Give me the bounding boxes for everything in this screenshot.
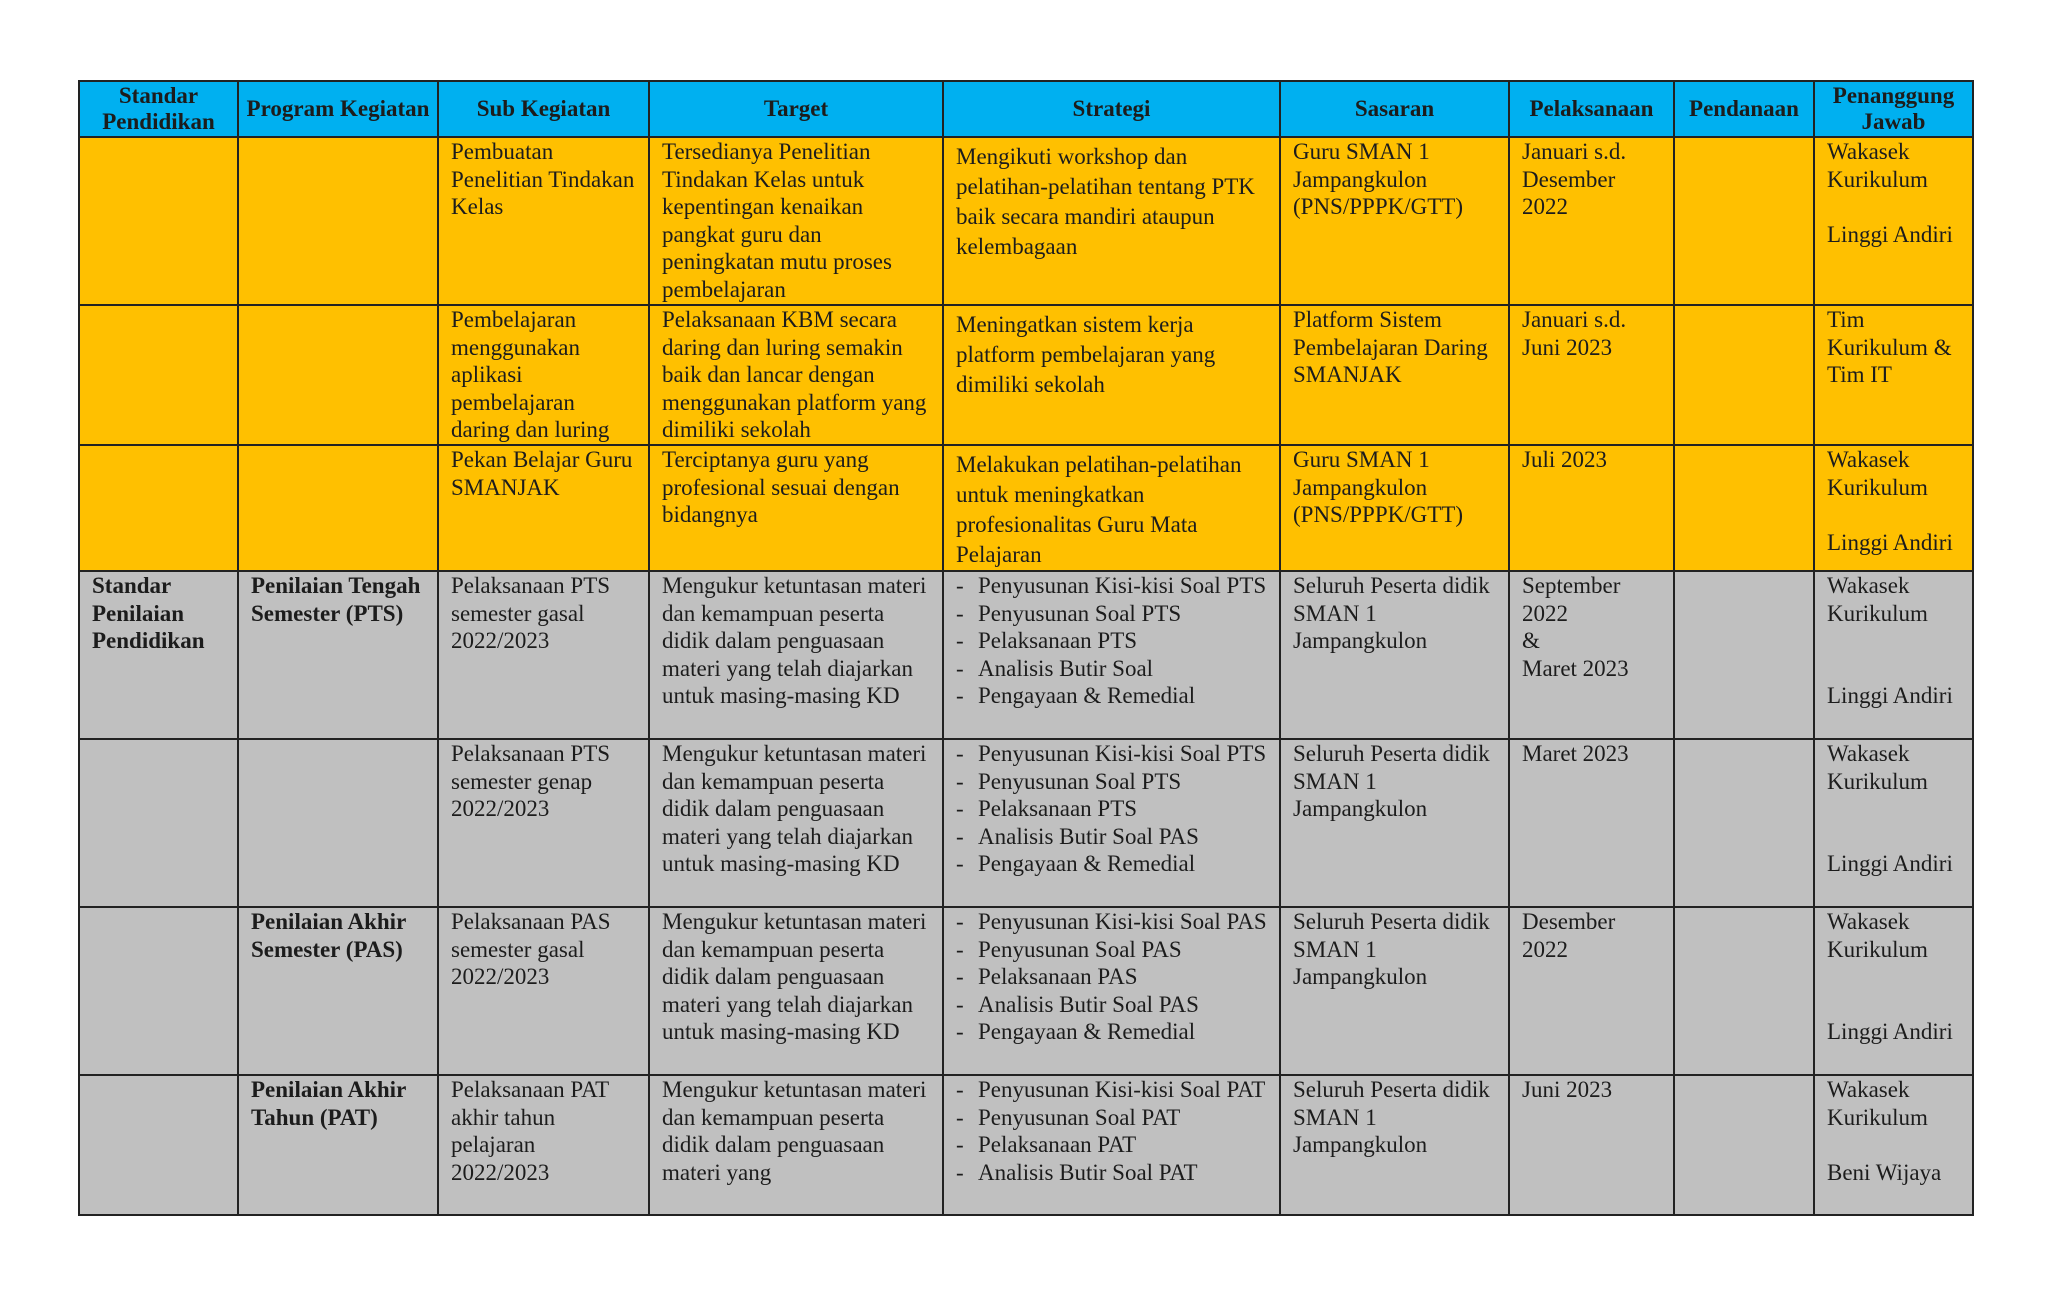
cell-pendanaan: [1674, 907, 1814, 1075]
cell-strategi: [943, 739, 1280, 907]
cell-standar: [79, 739, 238, 907]
cell-target: Terciptanya guru yang profesional sesuai dengan bidangnya: [649, 445, 943, 571]
list-item: - Analisis Butir Soal PAS: [956, 991, 1267, 1019]
header-penanggung-jawab: Penanggung Jawab: [1814, 81, 1973, 137]
cell-pendanaan: [1674, 739, 1814, 907]
strategy-list: [956, 908, 1267, 1046]
header-sub-kegiatan: Sub Kegiatan: [438, 81, 649, 137]
cell-penanggung-jawab: Wakasek Kurikulum Linggi Andiri: [1814, 907, 1973, 1075]
cell-target: Tersedianya Penelitian Tindakan Kelas untuk kepentingan kenaikan pangkat guru dan peningkatan mutu proses pembelajaran: [649, 137, 943, 305]
cell-sub-kegiatan: Pelaksanaan PAS semester gasal 2022/2023: [438, 907, 649, 1075]
list-item: - Penyusunan Soal PAT: [956, 1104, 1267, 1132]
cell-pendanaan: [1674, 571, 1814, 739]
cell-pelaksanaan: Juli 2023: [1509, 445, 1674, 571]
cell-pelaksanaan: Maret 2023: [1509, 739, 1674, 907]
header-pelaksanaan: Pelaksanaan: [1509, 81, 1674, 137]
cell-sasaran: Guru SMAN 1 Jampangkulon (PNS/PPPK/GTT): [1280, 137, 1509, 305]
cell-pendanaan: [1674, 305, 1814, 445]
cell-strategi: [943, 1075, 1280, 1215]
cell-sub-kegiatan: Pekan Belajar Guru SMANJAK: [438, 445, 649, 571]
strategy-list: [956, 1076, 1267, 1186]
strategy-list: [956, 572, 1267, 710]
cell-sub-kegiatan: Pelaksanaan PTS semester gasal 2022/2023: [438, 571, 649, 739]
table-row: [79, 1075, 1973, 1215]
header-program: Program Kegiatan: [238, 81, 438, 137]
cell-sasaran: Platform Sistem Pembelajaran Daring SMANJAK: [1280, 305, 1509, 445]
list-item: - Analisis Butir Soal: [956, 655, 1267, 683]
list-item: - Penyusunan Kisi-kisi Soal PTS: [956, 740, 1267, 768]
table-row: [79, 445, 1973, 571]
cell-pelaksanaan: Januari s.d. Juni 2023: [1509, 305, 1674, 445]
list-item: - Pengayaan & Remedial: [956, 850, 1267, 878]
list-item: - Pengayaan & Remedial: [956, 682, 1267, 710]
cell-strategi: Melakukan pelatihan-pelatihan untuk meningkatkan profesionalitas Guru Mata Pelajaran: [943, 445, 1280, 571]
table-row: [79, 137, 1973, 305]
cell-sub-kegiatan: Pelaksanaan PTS semester genap 2022/2023: [438, 739, 649, 907]
list-item: - Penyusunan Kisi-kisi Soal PAS: [956, 908, 1267, 936]
list-item: - Pelaksanaan PTS: [956, 795, 1267, 823]
cell-sub-kegiatan: Pembelajaran menggunakan aplikasi pembelajaran daring dan luring: [438, 305, 649, 445]
list-item: - Penyusunan Soal PTS: [956, 768, 1267, 796]
list-item: - Penyusunan Soal PTS: [956, 600, 1267, 628]
cell-pelaksanaan: Juni 2023: [1509, 1075, 1674, 1215]
list-item: - Pengayaan & Remedial: [956, 1018, 1267, 1046]
cell-strategi: Mengikuti workshop dan pelatihan-pelatihan tentang PTK baik secara mandiri ataupun kelembagaan: [943, 137, 1280, 305]
cell-sasaran: Seluruh Peserta didik SMAN 1 Jampangkulon: [1280, 1075, 1509, 1215]
cell-target: Pelaksanaan KBM secara daring dan luring semakin baik dan lancar dengan menggunakan platform yang dimiliki sekolah: [649, 305, 943, 445]
cell-penanggung-jawab: Wakasek Kurikulum Beni Wijaya: [1814, 1075, 1973, 1215]
cell-penanggung-jawab: Wakasek Kurikulum Linggi Andiri: [1814, 739, 1973, 907]
cell-sasaran: Seluruh Peserta didik SMAN 1 Jampangkulon: [1280, 571, 1509, 739]
strategy-list: [956, 740, 1267, 878]
table-row: [79, 305, 1973, 445]
header-sasaran: Sasaran: [1280, 81, 1509, 137]
list-item: - Analisis Butir Soal PAS: [956, 823, 1267, 851]
cell-standar: [79, 305, 238, 445]
cell-standar: [79, 907, 238, 1075]
cell-program: [238, 305, 438, 445]
header-row: [79, 81, 1973, 137]
table-row: [79, 907, 1973, 1075]
cell-sub-kegiatan: Pembuatan Penelitian Tindakan Kelas: [438, 137, 649, 305]
cell-strategi: [943, 571, 1280, 739]
cell-standar: [79, 1075, 238, 1215]
cell-standar: [79, 137, 238, 305]
cell-sasaran: Guru SMAN 1 Jampangkulon (PNS/PPPK/GTT): [1280, 445, 1509, 571]
cell-target: Mengukur ketuntasan materi dan kemampuan peserta didik dalam penguasaan materi yang telah diajarkan untuk masing-masing KD: [649, 571, 943, 739]
cell-sub-kegiatan: Pelaksanaan PAT akhir tahun pelajaran 2022/2023: [438, 1075, 649, 1215]
header-target: Target: [649, 81, 943, 137]
cell-penanggung-jawab: Wakasek Kurikulum Linggi Andiri: [1814, 137, 1973, 305]
cell-penanggung-jawab: Tim Kurikulum & Tim IT: [1814, 305, 1973, 445]
cell-target: Mengukur ketuntasan materi dan kemampuan peserta didik dalam penguasaan materi yang: [649, 1075, 943, 1215]
cell-pelaksanaan: September 2022 & Maret 2023: [1509, 571, 1674, 739]
table-row: [79, 571, 1973, 739]
work-program-table: [78, 80, 1974, 1216]
list-item: - Penyusunan Kisi-kisi Soal PAT: [956, 1076, 1267, 1104]
list-item: - Pelaksanaan PAS: [956, 963, 1267, 991]
cell-sasaran: Seluruh Peserta didik SMAN 1 Jampangkulon: [1280, 739, 1509, 907]
cell-program: Penilaian Tengah Semester (PTS): [238, 571, 438, 739]
header-pendanaan: Pendanaan: [1674, 81, 1814, 137]
header-strategi: Strategi: [943, 81, 1280, 137]
cell-pendanaan: [1674, 445, 1814, 571]
cell-program: [238, 137, 438, 305]
cell-sasaran: Seluruh Peserta didik SMAN 1 Jampangkulon: [1280, 907, 1509, 1075]
cell-target: Mengukur ketuntasan materi dan kemampuan peserta didik dalam penguasaan materi yang telah diajarkan untuk masing-masing KD: [649, 739, 943, 907]
list-item: - Pelaksanaan PTS: [956, 627, 1267, 655]
cell-penanggung-jawab: Wakasek Kurikulum Linggi Andiri: [1814, 445, 1973, 571]
cell-strategi: Meningatkan sistem kerja platform pembelajaran yang dimiliki sekolah: [943, 305, 1280, 445]
table-row: [79, 739, 1973, 907]
cell-target: Mengukur ketuntasan materi dan kemampuan peserta didik dalam penguasaan materi yang telah diajarkan untuk masing-masing KD: [649, 907, 943, 1075]
list-item: - Penyusunan Kisi-kisi Soal PTS: [956, 572, 1267, 600]
cell-penanggung-jawab: Wakasek Kurikulum Linggi Andiri: [1814, 571, 1973, 739]
cell-program: Penilaian Akhir Semester (PAS): [238, 907, 438, 1075]
cell-program: [238, 739, 438, 907]
cell-standar: [79, 445, 238, 571]
cell-pelaksanaan: Januari s.d. Desember 2022: [1509, 137, 1674, 305]
cell-standar: Standar Penilaian Pendidikan: [79, 571, 238, 739]
list-item: - Pelaksanaan PAT: [956, 1131, 1267, 1159]
cell-program: [238, 445, 438, 571]
list-item: - Analisis Butir Soal PAT: [956, 1159, 1267, 1187]
list-item: - Penyusunan Soal PAS: [956, 936, 1267, 964]
cell-program: Penilaian Akhir Tahun (PAT): [238, 1075, 438, 1215]
cell-pendanaan: [1674, 1075, 1814, 1215]
cell-pelaksanaan: Desember 2022: [1509, 907, 1674, 1075]
cell-pendanaan: [1674, 137, 1814, 305]
cell-strategi: [943, 907, 1280, 1075]
header-standar: Standar Pendidikan: [79, 81, 238, 137]
